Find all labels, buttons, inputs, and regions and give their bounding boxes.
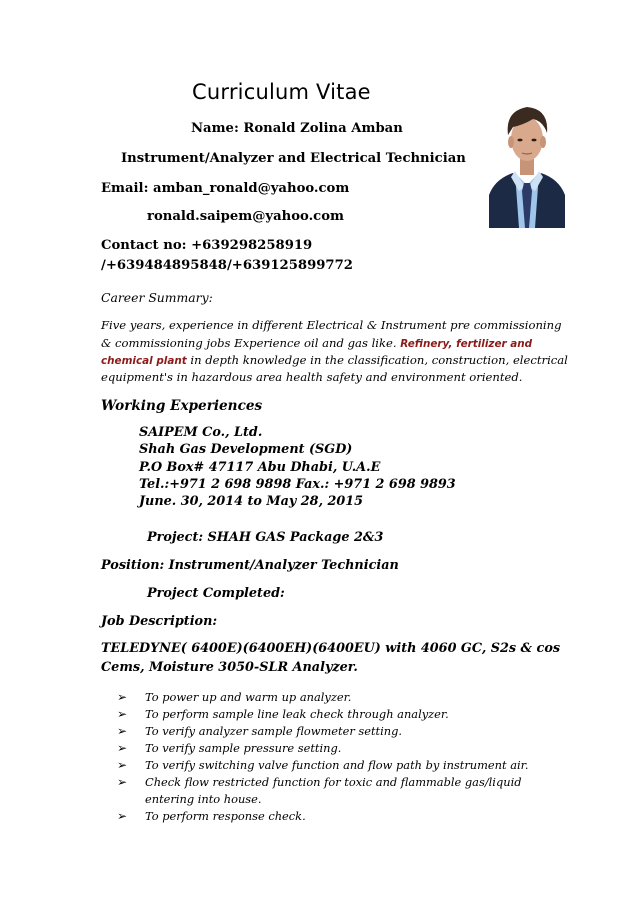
company-line: June. 30, 2014 to May 28, 2015 <box>139 494 364 509</box>
list-item <box>117 723 557 740</box>
company-line: SAIPEM Co., Ltd. <box>139 425 263 440</box>
company-line: P.O Box# 47117 Abu Dhabi, U.A.E <box>139 460 381 475</box>
job-description-heading: Job Description: <box>101 614 218 629</box>
position-line: Position: Instrument/Analyzer Technician <box>101 558 399 573</box>
arrow-bullet-icon: ➢ <box>117 707 128 721</box>
working-experiences-heading: Working Experiences <box>101 398 263 414</box>
list-item <box>117 740 557 757</box>
highlighted-industries: Refinery, fertilizer and <box>400 338 533 350</box>
analyzer-line: TELEDYNE( 6400E)(6400EH)(6400EU) with 4060 GC, S2s & cos <box>101 641 561 656</box>
career-summary-heading: Career Summary: <box>101 290 213 305</box>
career-summary-line <box>101 353 568 367</box>
profile-photo-image <box>489 87 565 228</box>
name-line: Name: Ronald Zolina Amban <box>191 121 403 136</box>
duties-list <box>117 689 557 825</box>
contact-line-extra: /+639484895848/+639125899772 <box>101 258 353 273</box>
project-line: Project: SHAH GAS Package 2&3 <box>147 530 384 545</box>
arrow-bullet-icon: ➢ <box>117 775 128 789</box>
highlighted-industries: chemical plant <box>101 355 187 367</box>
email-line-primary: Email: amban_ronald@yahoo.com <box>101 181 350 196</box>
duty-text: To verify analyzer sample flowmeter setting. <box>145 724 403 738</box>
company-line: Shah Gas Development (SGD) <box>139 442 353 457</box>
list-item <box>117 689 557 706</box>
arrow-bullet-icon: ➢ <box>117 758 128 772</box>
career-summary-line <box>101 336 532 350</box>
list-item <box>117 706 557 723</box>
role-line: Instrument/Analyzer and Electrical Technician <box>121 151 466 166</box>
list-item <box>117 757 557 774</box>
arrow-bullet-icon: ➢ <box>117 741 128 755</box>
arrow-bullet-icon: ➢ <box>117 690 128 704</box>
list-item <box>117 774 557 808</box>
company-line: Tel.:+971 2 698 9898 Fax.: +971 2 698 9893 <box>139 477 456 492</box>
list-item <box>117 808 557 825</box>
duty-text: To power up and warm up analyzer. <box>145 690 352 704</box>
email-line-secondary: ronald.saipem@yahoo.com <box>147 209 344 224</box>
profile-photo <box>489 87 565 228</box>
duty-text: To verify sample pressure setting. <box>145 741 342 755</box>
analyzer-line: Cems, Moisture 3050-SLR Analyzer. <box>101 660 358 675</box>
duty-text: To perform response check. <box>145 809 306 823</box>
contact-line: Contact no: +639298258919 <box>101 238 313 253</box>
duty-text: To verify switching valve function and flow path by instrument air. <box>145 758 529 772</box>
duty-text: Check flow restricted function for toxic and flammable gas/liquid entering into house. <box>145 775 522 806</box>
document-title: Curriculum Vitae <box>192 80 371 104</box>
career-summary-line: equipment's in hazardous area health safety and environment oriented. <box>101 370 523 384</box>
project-completed-line: Project Completed: <box>147 586 285 601</box>
career-summary-text: & commissioning jobs Experience oil and gas like. <box>101 336 401 350</box>
duty-text: To perform sample line leak check through analyzer. <box>145 707 449 721</box>
arrow-bullet-icon: ➢ <box>117 724 128 738</box>
arrow-bullet-icon: ➢ <box>117 809 128 823</box>
career-summary-line: Five years, experience in different Electrical & Instrument pre commissioning <box>101 318 562 332</box>
career-summary-text: in depth knowledge in the classification, construction, electrical <box>186 353 568 367</box>
